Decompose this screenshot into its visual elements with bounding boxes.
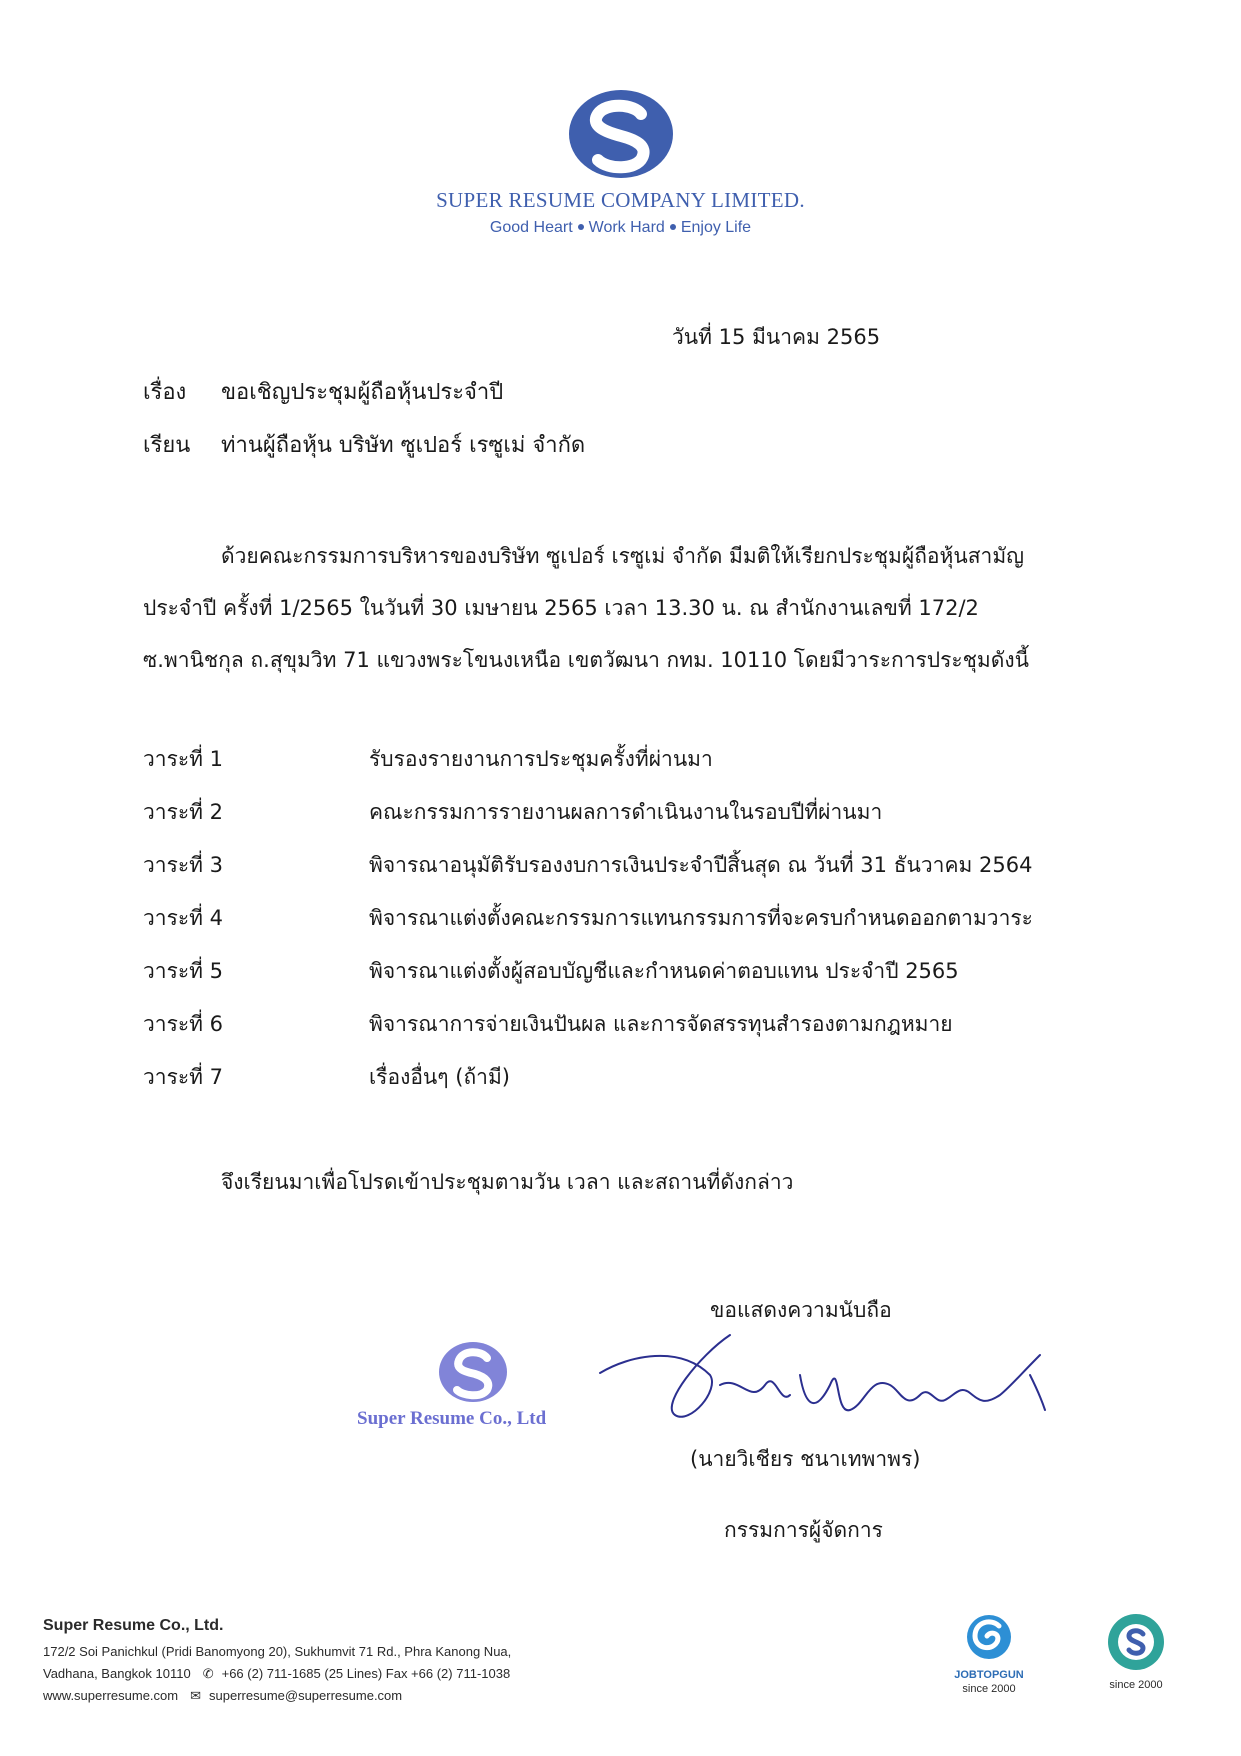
agenda-text: พิจารณาแต่งตั้งคณะกรรมการแทนกรรมการที่จะครบกำหนดออกตามวาระ xyxy=(369,906,1033,930)
letterhead xyxy=(0,88,1241,237)
agenda-item xyxy=(143,902,1033,935)
envelope-icon: ✉ xyxy=(190,1688,202,1703)
agenda-number: วาระที่ 4 xyxy=(143,906,224,930)
jobtopgun-logo-icon xyxy=(961,1612,1017,1662)
signature-icon xyxy=(590,1315,1070,1445)
company-name: SUPER RESUME COMPANY LIMITED. xyxy=(436,188,805,212)
footer-email[interactable]: superresume@superresume.com xyxy=(209,1688,403,1703)
subject-line xyxy=(143,374,503,409)
closing-sentence: จึงเรียนมาเพื่อโปรดเข้าประชุมตามวัน เวลา และสถานที่ดังกล่าว xyxy=(221,1170,794,1194)
agenda-text: คณะกรรมการรายงานผลการดำเนินงานในรอบปีที่ผ่านมา xyxy=(369,800,883,824)
tagline-part: Good Heart xyxy=(489,219,573,236)
agenda-item xyxy=(143,796,882,829)
agenda-number: วาระที่ 5 xyxy=(143,959,224,983)
bullet-icon xyxy=(578,224,584,230)
agenda-number: วาระที่ 2 xyxy=(143,800,224,824)
company-tagline xyxy=(0,219,1241,237)
agenda-number: วาระที่ 7 xyxy=(143,1065,224,1089)
recipient-text: ท่านผู้ถือหุ้น บริษัท ซูเปอร์ เรซูเม่ จำกัด xyxy=(221,433,586,458)
jobtopgun-since: since 2000 xyxy=(962,1683,1016,1695)
agenda-item xyxy=(143,1061,510,1094)
regards-text: ขอแสดงความนับถือ xyxy=(710,1298,892,1322)
superresume-since: since 2000 xyxy=(1109,1679,1163,1691)
agenda-number: วาระที่ 6 xyxy=(143,1012,224,1036)
phone-icon: ✆ xyxy=(202,1666,214,1681)
footer-company: Super Resume Co., Ltd. xyxy=(43,1617,224,1634)
footer-city-phone xyxy=(43,1663,511,1685)
agenda-text: รับรองรายงานการประชุมครั้งที่ผ่านมา xyxy=(369,747,713,771)
footer-address: 172/2 Soi Panichkul (Pridi Banomyong 20), Sukhumvit 71 Rd., Phra Kanong Nua, xyxy=(43,1644,512,1659)
stamp-text: Super Resume Co., Ltd xyxy=(357,1408,547,1429)
body-line: ด้วยคณะกรรมการบริหารของบริษัท ซูเปอร์ เรซูเม่ จำกัด มีมติให้เรียกประชุมผู้ถือหุ้นสามัญ xyxy=(221,544,1025,568)
superresume-badge-logo-icon xyxy=(1106,1612,1166,1672)
body-line: ประจำปี ครั้งที่ 1/2565 ในวันที่ 30 เมษายน 2565 เวลา 13.30 น. ณ สำนักงานเลขที่ 172/2 xyxy=(143,596,979,620)
footer-web-email xyxy=(43,1685,511,1707)
agenda-text: พิจารณาอนุมัติรับรองงบการเงินประจำปีสิ้นสุด ณ วันที่ 31 ธันวาคม 2564 xyxy=(369,853,1033,877)
agenda-item xyxy=(143,849,1032,882)
signer-position: กรรมการผู้จัดการ xyxy=(724,1518,883,1542)
agenda-text: เรื่องอื่นๆ (ถ้ามี) xyxy=(369,1065,510,1089)
footer-city: Vadhana, Bangkok 10110 xyxy=(43,1666,191,1681)
letter-date: วันที่ 15 มีนาคม 2565 xyxy=(672,325,881,349)
agenda-item xyxy=(143,743,713,776)
body-paragraph xyxy=(143,530,1043,686)
jobtopgun-badge xyxy=(944,1612,1034,1695)
tagline-part: Enjoy Life xyxy=(680,219,752,236)
tagline-part: Work Hard xyxy=(588,219,665,236)
recipient-line xyxy=(143,427,585,462)
footer-website[interactable]: www.superresume.com xyxy=(43,1688,179,1703)
agenda-text: พิจารณาแต่งตั้งผู้สอบบัญชีและกำหนดค่าตอบแทน ประจำปี 2565 xyxy=(369,959,959,983)
footer-contact xyxy=(43,1617,511,1707)
agenda-number: วาระที่ 3 xyxy=(143,853,224,877)
footer-phone: +66 (2) 711-1685 (25 Lines) Fax +66 (2) 711-1038 xyxy=(221,1666,511,1681)
agenda-text: พิจารณาการจ่ายเงินปันผล และการจัดสรรทุนสำรองตามกฎหมาย xyxy=(369,1012,953,1036)
jobtopgun-name: JOBTOPGUN xyxy=(954,1669,1024,1681)
signer-name: (นายวิเชียร ชนาเทพาพร) xyxy=(690,1447,921,1471)
agenda-number: วาระที่ 1 xyxy=(143,747,224,771)
recipient-label: เรียน xyxy=(143,433,191,458)
agenda-item xyxy=(143,1008,953,1041)
body-line: ซ.พานิชกุล ถ.สุขุมวิท 71 แขวงพระโขนงเหนือ เขตวัฒนา กทม. 10110 โดยมีวาระการประชุมดังนี้ xyxy=(143,648,1029,672)
company-stamp xyxy=(355,1330,595,1444)
superresume-badge xyxy=(1096,1612,1176,1691)
bullet-icon xyxy=(670,224,676,230)
subject-label: เรื่อง xyxy=(143,380,187,405)
subject-text: ขอเชิญประชุมผู้ถือหุ้นประจำปี xyxy=(221,380,504,405)
agenda-item xyxy=(143,955,959,988)
company-logo-icon xyxy=(566,88,676,180)
